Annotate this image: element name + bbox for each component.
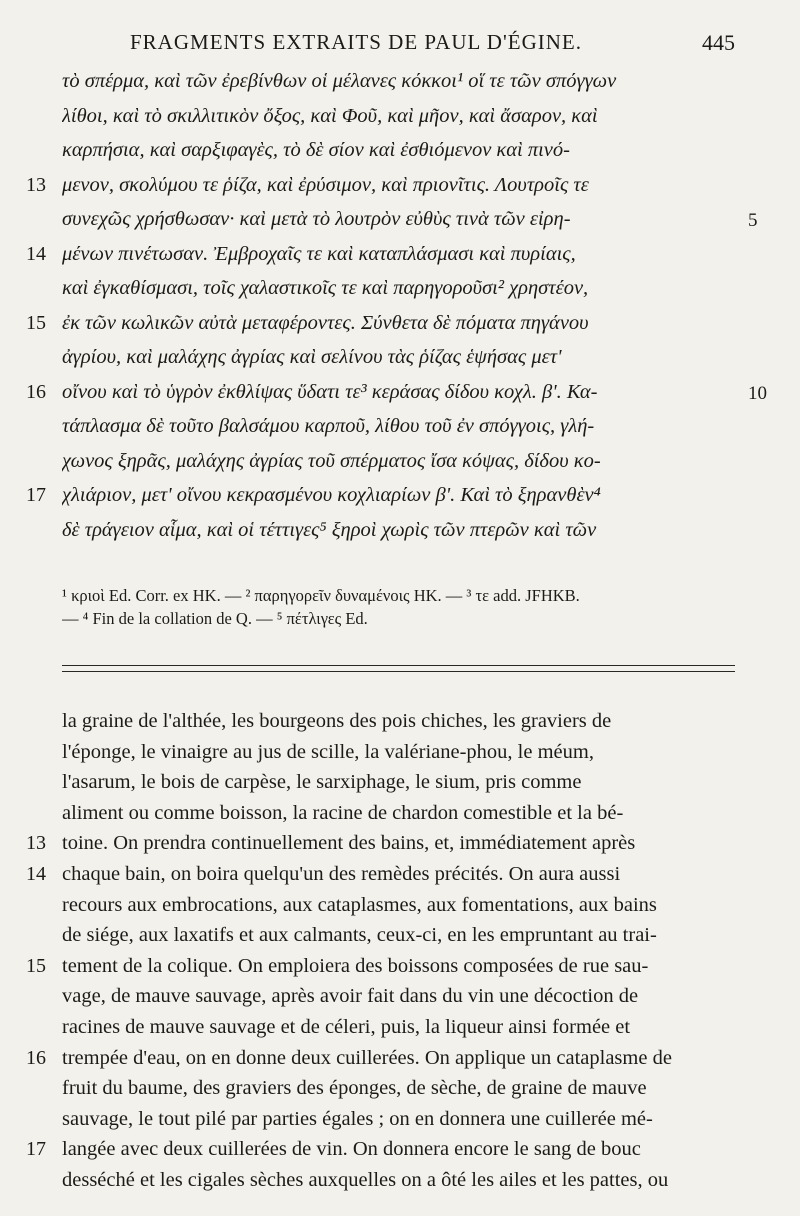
footnote-line: — ⁴ Fin de la collation de Q. — ⁵ πέτλιγες Ed. — [62, 609, 368, 628]
running-title: FRAGMENTS EXTRAITS DE PAUL D'ÉGINE. — [130, 30, 582, 54]
page-number: 445 — [702, 30, 735, 55]
greek-line: μένων πινέτωσαν. Ἐμβροχαῖς τε καὶ καταπλάσμασι καὶ πυρίαις, — [62, 242, 576, 265]
french-line: chaque bain, on boira quelqu'un des remèdes précités. On aura aussi — [62, 863, 621, 885]
separator-rule-top — [62, 665, 735, 666]
greek-line: τάπλασμα δὲ τοῦτο βαλσάμου καρποῦ, λίθου τοῦ ἐν σπόγγοις, γλή- — [62, 415, 595, 437]
greek-line: καὶ ἐγκαθίσμασι, τοῖς χαλαστικοῖς τε καὶ παρηγοροῦσι² χρηστέον, — [62, 277, 589, 299]
greek-line: μενον, σκολύμου τε ῥίζα, καὶ ἐρύσιμον, καὶ πριονῖτις. Λουτροῖς τε — [62, 173, 589, 196]
greek-line-count: 10 — [748, 382, 767, 404]
greek-line: λίθοι, καὶ τὸ σκιλλιτικὸν ὄξος, καὶ Φοῦ, καὶ μῆον, καὶ ἄσαρον, καὶ — [62, 104, 598, 127]
french-line: tement de la colique. On emploiera des boissons composées de rue sau- — [62, 954, 649, 977]
greek-chapter-number: 16 — [26, 380, 46, 403]
french-chapter-number: 16 — [26, 1046, 46, 1069]
greek-line: καρπήσια, καὶ σαρξιφαγὲς, τὸ δὲ σίον καὶ ἐσθιόμενον καὶ πινό- — [62, 139, 570, 161]
french-line: langée avec deux cuillerées de vin. On donnera encore le sang de bouc — [62, 1138, 641, 1161]
french-line: desséché et les cigales sèches auxquelles on a ôté les ailes et les pattes, ou — [62, 1169, 669, 1191]
french-line: fruit du baume, des graviers des éponges, de sèche, de graine de mauve — [62, 1077, 647, 1100]
separator-rule-bottom — [62, 671, 735, 672]
french-line: sauvage, le tout pilé par parties égales ; on en donnera une cuillerée mé- — [62, 1107, 653, 1130]
french-chapter-number: 14 — [26, 863, 46, 885]
greek-line-count: 5 — [748, 210, 758, 231]
greek-line: οἴνου καὶ τὸ ὑγρὸν ἐκθλίψας ὕδατι τε³ κεράσας δίδου κοχλ. β'. Κα- — [62, 380, 598, 403]
french-line: de siége, aux laxatifs et aux calmants, ceux-ci, en les empruntant au trai- — [62, 924, 657, 947]
greek-line: ἐκ τῶν κωλικῶν αὐτὰ μεταφέροντες. Σύνθετα δὲ πόματα πηγάνου — [62, 311, 589, 334]
french-line: trempée d'eau, on en donne deux cuillerées. On applique un cataplasme de — [62, 1046, 672, 1069]
greek-line: τὸ σπέρμα, καὶ τῶν ἐρεβίνθων οἱ μέλανες κόκκοι¹ οἵ τε τῶν σπόγγων — [62, 70, 617, 92]
french-line: la graine de l'althée, les bourgeons des pois chiches, les graviers de — [62, 710, 612, 732]
french-chapter-number: 15 — [26, 954, 46, 977]
greek-line: ἀγρίου, καὶ μαλάχης ἀγρίας καὶ σελίνου τὰς ῥίζας ἑψήσας μετ' — [62, 346, 562, 368]
greek-line: συνεχῶς χρήσθωσαν· καὶ μετὰ τὸ λουτρὸν εὐθὺς τινὰ τῶν εἰρη- — [62, 208, 571, 230]
greek-chapter-number: 13 — [26, 173, 46, 196]
greek-line: χωνος ξηρᾶς, μαλάχης ἀγρίας τοῦ σπέρματος ἴσα κόψας, δίδου κο- — [62, 449, 601, 472]
greek-line: χλιάριον, μετ' οἴνου κεκρασμένου κοχλιαρίων β'. Καὶ τὸ ξηρανθὲν⁴ — [62, 484, 601, 506]
french-line: l'asarum, le bois de carpèse, le sarxiphage, le sium, pris comme — [62, 771, 582, 794]
french-line: l'éponge, le vinaigre au jus de scille, la valériane-phou, le méum, — [62, 740, 594, 763]
greek-chapter-number: 14 — [26, 242, 46, 265]
greek-line: δὲ τράγειον αἷμα, καὶ οἱ τέττιγες⁵ ξηροὶ χωρὶς τῶν πτερῶν καὶ τῶν — [62, 518, 597, 541]
footnote-line: ¹ κριοὶ Ed. Corr. ex HK. — ² παρηγορεῖν δυναμένοις HK. — ³ τε add. JFHKB. — [62, 586, 580, 605]
french-chapter-number: 17 — [26, 1138, 46, 1161]
greek-chapter-number: 17 — [26, 484, 46, 506]
french-chapter-number: 13 — [26, 832, 46, 855]
greek-chapter-number: 15 — [26, 311, 46, 334]
french-line: toine. On prendra continuellement des bains, et, immédiatement après — [62, 832, 636, 855]
french-line: aliment ou comme boisson, la racine de chardon comestible et la bé- — [62, 801, 624, 824]
french-line: vage, de mauve sauvage, après avoir fait dans du vin une décoction de — [62, 985, 639, 1008]
running-header — [130, 30, 735, 60]
french-line: racines de mauve sauvage et de céleri, puis, la liqueur ainsi formée et — [62, 1016, 631, 1038]
french-line: recours aux embrocations, aux cataplasmes, aux fomentations, aux bains — [62, 893, 657, 916]
